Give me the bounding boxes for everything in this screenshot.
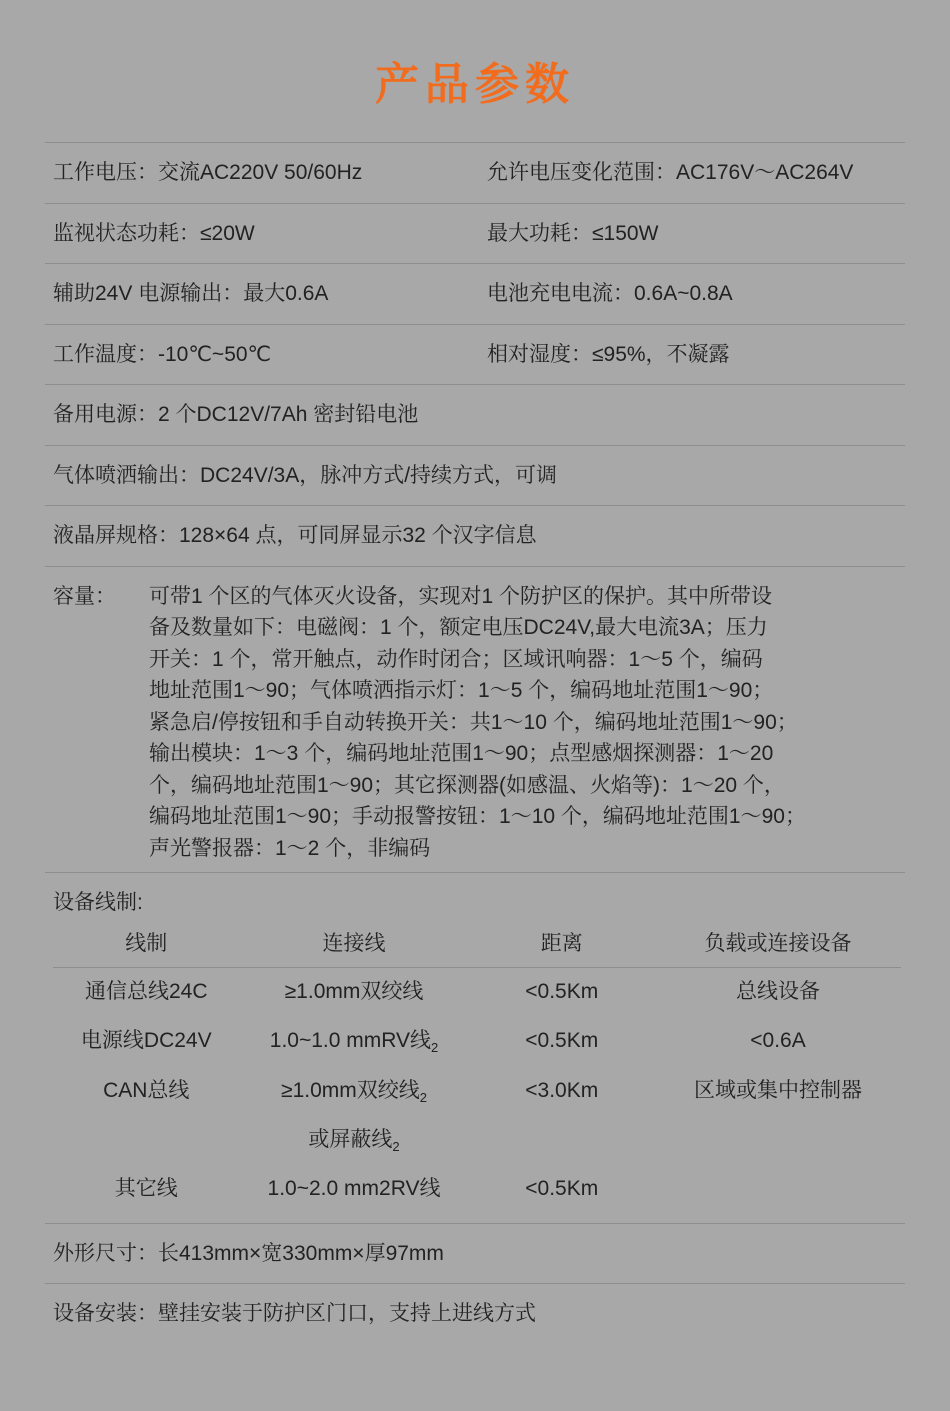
wiring-cell-load: 总线设备 bbox=[655, 967, 901, 1017]
wiring-cell-load: 区域或集中控制器 bbox=[694, 1078, 863, 1102]
capacity-cell bbox=[45, 566, 905, 873]
wiring-cell-load bbox=[655, 1165, 901, 1214]
capacity-line: 紧急启/停按钮和手自动转换开关：共1～10 个，编码地址范围1～90； bbox=[149, 710, 798, 734]
capacity-line: 个，编码地址范围1～90；其它探测器(如感温、火焰等)：1～20 个， bbox=[149, 773, 785, 797]
wiring-cell-type: 电源线DC24V bbox=[80, 1029, 212, 1053]
spec-cell-temperature: 工作温度：-10℃~50℃ bbox=[45, 324, 475, 385]
wiring-table-row bbox=[53, 1017, 901, 1066]
capacity-line: 编码地址范围1～90；手动报警按钮：1～10 个，编码地址范围1～90； bbox=[149, 805, 806, 828]
spec-row bbox=[45, 324, 905, 385]
wiring-header-type: 线制 bbox=[125, 931, 168, 955]
wiring-table bbox=[53, 925, 901, 1215]
capacity-label: 容量： bbox=[53, 584, 116, 608]
wiring-cell-cable bbox=[240, 967, 469, 1017]
spec-cell-backup-power: 备用电源：2 个DC12V/7Ah 密封铅电池 bbox=[45, 385, 905, 446]
spec-cell-installation: 设备安装：壁挂安装于防护区门口，支持上进线方式 bbox=[45, 1284, 905, 1344]
capacity-line: 输出模块：1～3 个，编码地址范围1～90；点型感烟探测器：1～20 bbox=[149, 742, 774, 765]
wiring-cell-cable-text: ≥1.0mm双绞线 bbox=[284, 979, 424, 1003]
wiring-table-row bbox=[53, 967, 901, 1017]
wiring-cell-type: CAN总线 bbox=[103, 1078, 190, 1102]
spec-cell-dimensions: 外形尺寸：长413mm×宽330mm×厚97mm bbox=[45, 1223, 905, 1284]
capacity-line: 备及数量如下：电磁阀：1 个，额定电压DC24V,最大电流3A；压力 bbox=[149, 616, 768, 639]
wiring-cell-type: 其它线 bbox=[114, 1177, 178, 1201]
wiring-row bbox=[45, 873, 905, 1224]
wiring-header-distance: 距离 bbox=[540, 931, 583, 955]
wiring-cell-cable-sub: 2 bbox=[392, 1139, 400, 1155]
wiring-cell-cable-text: ≥1.0mm双绞线 bbox=[281, 1078, 420, 1102]
spec-cell-lcd: 液晶屏规格：128×64 点，可同屏显示32 个汉字信息 bbox=[45, 506, 905, 567]
spec-cell-aux-output: 辅助24V 电源输出：最大0.6A bbox=[45, 264, 475, 325]
wiring-table-row bbox=[53, 1116, 901, 1165]
wiring-cell-distance: <3.0Km bbox=[525, 1078, 599, 1102]
wiring-header-cable: 连接线 bbox=[322, 931, 386, 955]
spec-row bbox=[45, 1223, 905, 1284]
wiring-header-row bbox=[53, 925, 901, 968]
wiring-cell-cable bbox=[240, 1017, 469, 1066]
wiring-cell-load: <0.6A bbox=[750, 1029, 806, 1053]
wiring-table-row bbox=[53, 1165, 901, 1214]
spec-cell-charge-current: 电池充电电流：0.6A~0.8A bbox=[475, 264, 905, 325]
capacity-line: 声光警报器：1～2 个，非编码 bbox=[149, 836, 431, 860]
spec-row bbox=[45, 203, 905, 264]
spec-row bbox=[45, 1284, 905, 1344]
spec-row bbox=[45, 264, 905, 325]
spec-cell-max-power: 最大功耗：≤150W bbox=[475, 203, 905, 264]
spec-row bbox=[45, 385, 905, 446]
wiring-title: 设备线制: bbox=[53, 891, 143, 914]
wiring-cell-type bbox=[53, 1116, 240, 1165]
spec-cell-humidity: 相对湿度：≤95%，不凝露 bbox=[475, 324, 905, 385]
capacity-body bbox=[149, 581, 901, 865]
spec-row bbox=[45, 445, 905, 506]
wiring-cell-cable-sub: 2 bbox=[431, 1040, 439, 1056]
wiring-cell-cable-text: 或屏蔽线 bbox=[308, 1128, 393, 1152]
wiring-cell-cable bbox=[240, 1165, 469, 1214]
wiring-cell-type: 通信总线24C bbox=[53, 967, 240, 1017]
spec-cell-voltage: 工作电压：交流AC220V 50/60Hz bbox=[45, 143, 475, 204]
wiring-table-row bbox=[53, 1067, 901, 1116]
capacity-line: 开关：1 个，常开触点，动作时闭合；区域讯响器：1～5 个，编码 bbox=[149, 647, 763, 671]
wiring-header-load: 负载或连接设备 bbox=[704, 931, 852, 955]
capacity-line: 可带1 个区的气体灭火设备，实现对1 个防护区的保护。其中所带设 bbox=[149, 584, 773, 608]
wiring-cell-cable-sub: 2 bbox=[419, 1089, 427, 1105]
page-title: 产品参数 bbox=[375, 60, 575, 109]
wiring-cell-distance: <0.5Km bbox=[469, 967, 656, 1017]
spec-table bbox=[45, 142, 905, 1344]
wiring-cell-cable bbox=[240, 1116, 469, 1165]
spec-cell-voltage-range: 允许电压变化范围：AC176V～AC264V bbox=[475, 143, 905, 204]
footer-spacer bbox=[0, 1344, 950, 1374]
wiring-cell-distance: <0.5Km bbox=[525, 1029, 599, 1053]
wiring-cell-load bbox=[655, 1116, 901, 1165]
wiring-cell-distance bbox=[469, 1116, 656, 1165]
capacity-line: 地址范围1～90；气体喷洒指示灯：1～5 个，编码地址范围1～90； bbox=[149, 679, 774, 702]
capacity-row bbox=[45, 566, 905, 873]
spec-row bbox=[45, 143, 905, 204]
wiring-section bbox=[45, 873, 905, 1224]
spec-row bbox=[45, 506, 905, 567]
wiring-cell-cable-text: 1.0~1.0 mmRV线 bbox=[269, 1029, 432, 1053]
spec-cell-standby-power: 监视状态功耗：≤20W bbox=[45, 203, 475, 264]
wiring-cell-distance: <0.5Km bbox=[525, 1177, 599, 1201]
wiring-cell-cable-text: 1.0~2.0 mm2RV线 bbox=[267, 1177, 441, 1201]
wiring-cell-cable bbox=[240, 1067, 469, 1116]
spec-cell-gas-output: 气体喷洒输出：DC24V/3A，脉冲方式/持续方式，可调 bbox=[45, 445, 905, 506]
